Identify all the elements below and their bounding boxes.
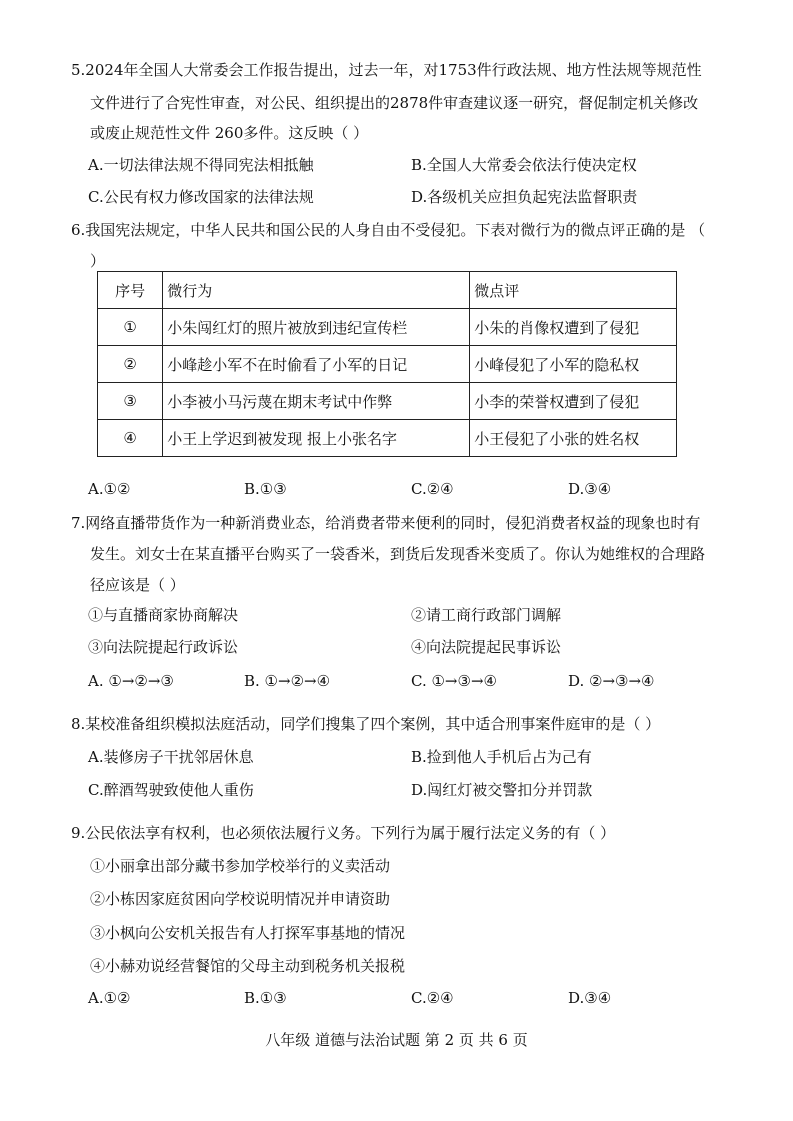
table-cell: ② [98,346,163,383]
q5-option-d: D.各级机关应担负起宪法监督职责 [411,188,638,206]
q9-item-4: ④小赫劝说经营餐馆的父母主动到税务机关报税 [90,957,406,975]
q5-option-b: B.全国人大常委会依法行使决定权 [411,156,637,174]
q5-option-c: C.公民有权力修改国家的法律法规 [88,188,314,206]
q6-option-d: D.③④ [568,480,612,498]
q5-option-a: A.一切法律法规不得同宪法相抵触 [88,156,314,174]
q7-option-a: A. ①→②→③ [88,672,174,690]
table-cell: 小王上学迟到被发现 报上小张名字 [163,420,470,457]
table-row [98,346,677,383]
q7-stem-line2: 发生。刘女士在某直播平台购买了一袋香米，到货后发现香米变质了。你认为她维权的合理路 [90,545,706,563]
q9-stem-line1: 9.公民依法享有权利，也必须依法履行义务。下列行为属于履行法定义务的有（ ） [71,824,616,842]
q7-stem-line1: 7.网络直播带货作为一种新消费业态，给消费者带来便利的同时，侵犯消费者权益的现象也时有 [71,514,701,532]
q5-stem-line1: 5.2024年全国人大常委会工作报告提出，过去一年，对1753件行政法规、地方性法规等规范性 [71,61,702,79]
page-footer: 八年级 道德与法治试题 第 2 页 共 6 页 [265,1031,528,1049]
q6-option-a: A.①② [88,480,131,498]
table-header-cell: 序号 [98,272,163,309]
q8-option-c: C.醉酒驾驶致使他人重伤 [88,781,254,799]
q6-option-b: B.①③ [244,480,287,498]
q8-option-a: A.装修房子干扰邻居休息 [88,748,254,766]
table-cell: 小李被小马污蔑在期末考试中作弊 [163,383,470,420]
table-cell: 小朱闯红灯的照片被放到违纪宣传栏 [163,309,470,346]
table-cell: 小朱的肖像权遭到了侵犯 [470,309,677,346]
q5-stem-line3: 或废止规范性文件 260多件。这反映（ ） [90,124,369,142]
q7-option-c: C. ①→③→④ [411,672,497,690]
q6-table [97,271,677,457]
q9-option-a: A.①② [88,989,131,1007]
q8-stem-line1: 8.某校准备组织模拟法庭活动，同学们搜集了四个案例，其中适合刑事案件庭审的是（ ） [71,715,661,733]
q6-stem-line2: ） [90,252,106,270]
table-cell: 小峰侵犯了小军的隐私权 [470,346,677,383]
q7-item-3: ③向法院提起行政诉讼 [88,638,239,656]
q7-option-d: D. ②→③→④ [568,672,655,690]
q7-item-1: ①与直播商家协商解决 [88,606,239,624]
table-cell: 小李的荣誉权遭到了侵犯 [470,383,677,420]
table-header-row [98,272,677,309]
table-cell: ④ [98,420,163,457]
q6-stem-line1: 6.我国宪法规定，中华人民共和国公民的人身自由不受侵犯。下表对微行为的微点评正确的是 （ [71,221,706,239]
q7-item-2: ②请工商行政部门调解 [411,606,562,624]
q7-option-b: B. ①→②→④ [244,672,331,690]
q9-option-c: C.②④ [411,989,454,1007]
table-row [98,383,677,420]
q9-item-1: ①小丽拿出部分藏书参加学校举行的义卖活动 [90,857,391,875]
q9-option-b: B.①③ [244,989,287,1007]
table-cell: ① [98,309,163,346]
table-cell: ③ [98,383,163,420]
table-cell: 小峰趁小军不在时偷看了小军的日记 [163,346,470,383]
q8-option-d: D.闯红灯被交警扣分并罚款 [411,781,593,799]
q9-option-d: D.③④ [568,989,612,1007]
table-header-cell: 微行为 [163,272,470,309]
q5-stem-line2: 文件进行了合宪性审查，对公民、组织提出的2878件审查建议逐一研究，督促制定机关修改 [90,94,699,112]
q7-item-4: ④向法院提起民事诉讼 [411,638,562,656]
q9-item-2: ②小栋因家庭贫困向学校说明情况并申请资助 [90,890,391,908]
table-row [98,309,677,346]
table-cell: 小王侵犯了小张的姓名权 [470,420,677,457]
q8-option-b: B.捡到他人手机后占为己有 [411,748,592,766]
table-header-cell: 微点评 [470,272,677,309]
table-row [98,420,677,457]
q7-stem-line3: 径应该是（ ） [90,576,185,594]
q9-item-3: ③小枫向公安机关报告有人打探军事基地的情况 [90,924,406,942]
q6-option-c: C.②④ [411,480,454,498]
